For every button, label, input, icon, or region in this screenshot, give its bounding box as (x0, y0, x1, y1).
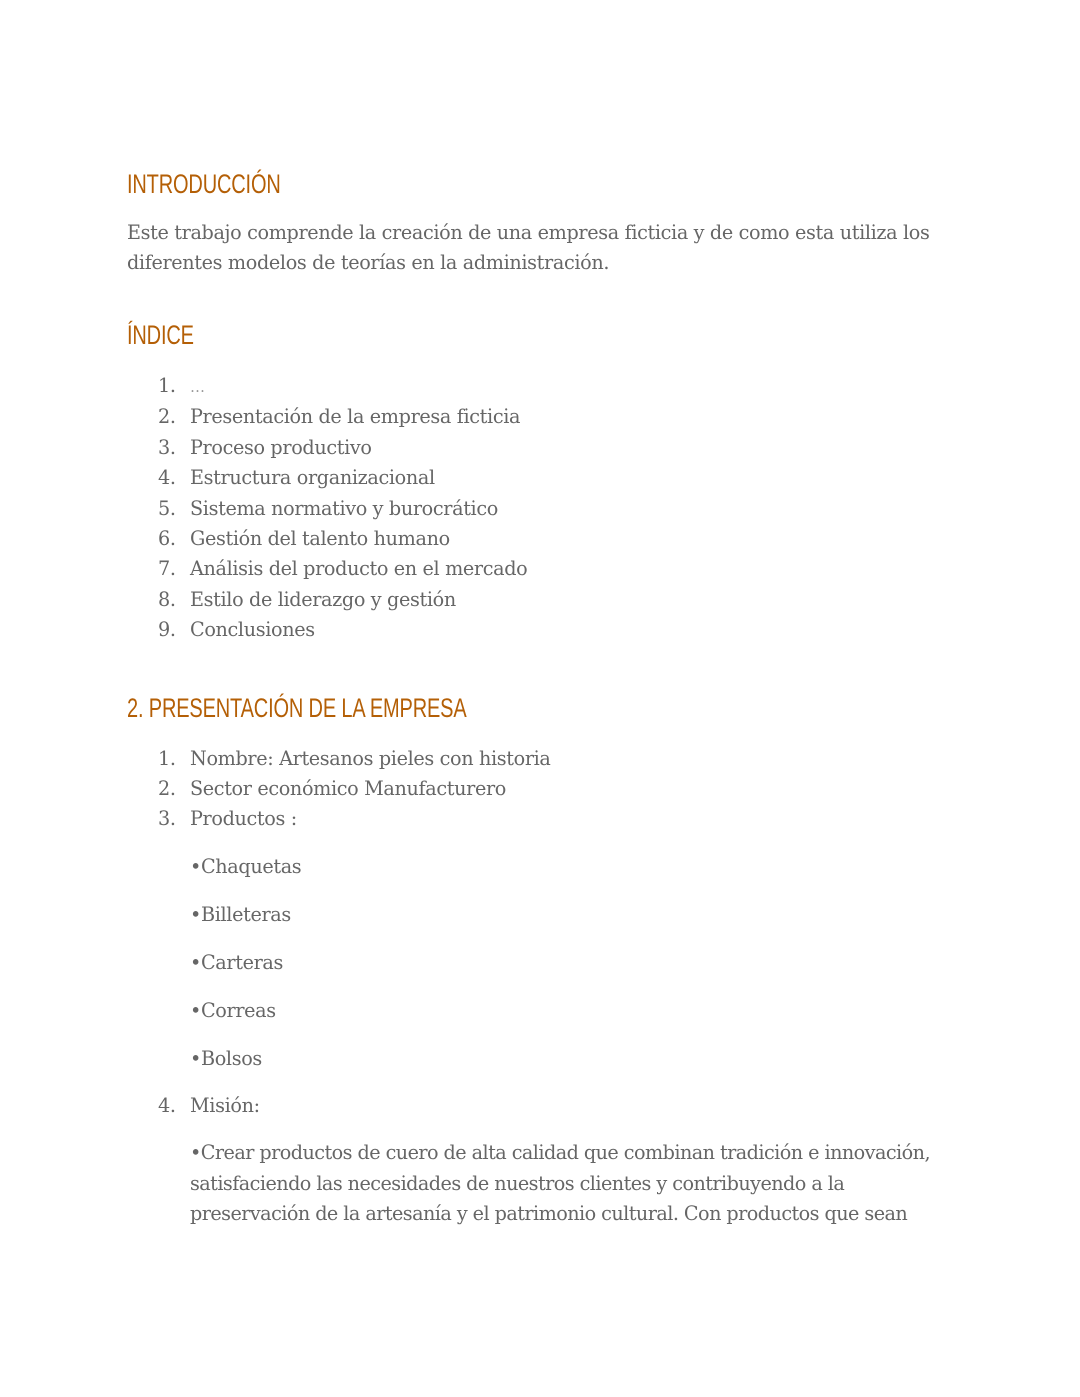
index-item-number: 9. (158, 618, 176, 642)
index-item (127, 494, 947, 524)
index-item-label: Estructura organizacional (190, 466, 435, 490)
index-item (127, 371, 947, 402)
company-detail-label: Nombre: Artesanos pieles con historia (190, 746, 551, 770)
index-item (127, 524, 947, 554)
index-item-label: Sistema normativo y burocrático (190, 496, 498, 520)
company-detail-label: Sector económico Manufacturero (190, 777, 506, 801)
mission-list (127, 1091, 947, 1121)
company-detail-item (127, 744, 947, 774)
index-item (127, 615, 947, 645)
mission-line-2: satisfaciendo las necesidades de nuestros clientes y contribuyendo a la (190, 1171, 845, 1195)
index-item (127, 433, 947, 463)
company-details-list (127, 744, 947, 835)
introduction-line-1: Este trabajo comprende la creación de una empresa ficticia y de como esta utiliza los (127, 221, 930, 244)
mission-statement (127, 1138, 950, 1230)
index-item-number: 5. (158, 496, 176, 520)
mission-item (127, 1091, 947, 1121)
product-item: •Carteras (190, 950, 283, 974)
company-presentation-heading: 2. PRESENTACIÓN DE LA EMPRESA (127, 692, 467, 723)
index-item-label: Análisis del producto en el mercado (190, 557, 528, 581)
introduction-paragraph (127, 218, 947, 278)
index-heading: ÍNDICE (127, 320, 194, 350)
index-item-label: Estilo de liderazgo y gestión (190, 587, 456, 611)
product-item: •Chaquetas (190, 854, 302, 878)
introduction-line-2: diferentes modelos de teorías en la administración. (127, 251, 610, 274)
product-item: •Correas (190, 998, 276, 1022)
index-item (127, 554, 947, 584)
index-item-label: Gestión del talento humano (190, 527, 450, 551)
index-item (127, 585, 947, 615)
index-item-label: Presentación de la empresa ficticia (190, 405, 521, 429)
mission-line-3: preservación de la artesanía y el patrimonio cultural. Con productos que sean (190, 1202, 908, 1226)
product-item: •Bolsos (190, 1046, 262, 1070)
company-detail-label: Productos : (190, 807, 297, 831)
index-item-number: 4. (158, 466, 176, 490)
index-item-number: 8. (158, 587, 176, 611)
index-item (127, 463, 947, 493)
index-item-label: Conclusiones (190, 618, 315, 642)
index-list (127, 371, 947, 646)
index-item-number: 1. (158, 374, 176, 397)
document-content (127, 162, 947, 1230)
index-item-label: … (190, 378, 206, 396)
mission-number: 4. (158, 1093, 176, 1117)
product-item: •Billeteras (190, 902, 291, 926)
index-item-number: 6. (158, 527, 176, 551)
company-detail-number: 3. (158, 807, 176, 831)
index-item-number: 2. (158, 405, 176, 429)
index-item-label: Proceso productivo (190, 435, 372, 459)
company-detail-number: 1. (158, 746, 176, 770)
company-detail-number: 2. (158, 777, 176, 801)
index-item (127, 402, 947, 432)
company-detail-item (127, 774, 947, 804)
index-item-number: 3. (158, 435, 176, 459)
mission-line-1: •Crear productos de cuero de alta calidad que combinan tradición e innovación, (190, 1141, 931, 1165)
company-detail-item (127, 804, 947, 834)
mission-label: Misión: (190, 1093, 260, 1117)
introduction-heading: INTRODUCCIÓN (127, 169, 281, 199)
index-item-number: 7. (158, 557, 176, 581)
products-list (127, 852, 947, 1074)
